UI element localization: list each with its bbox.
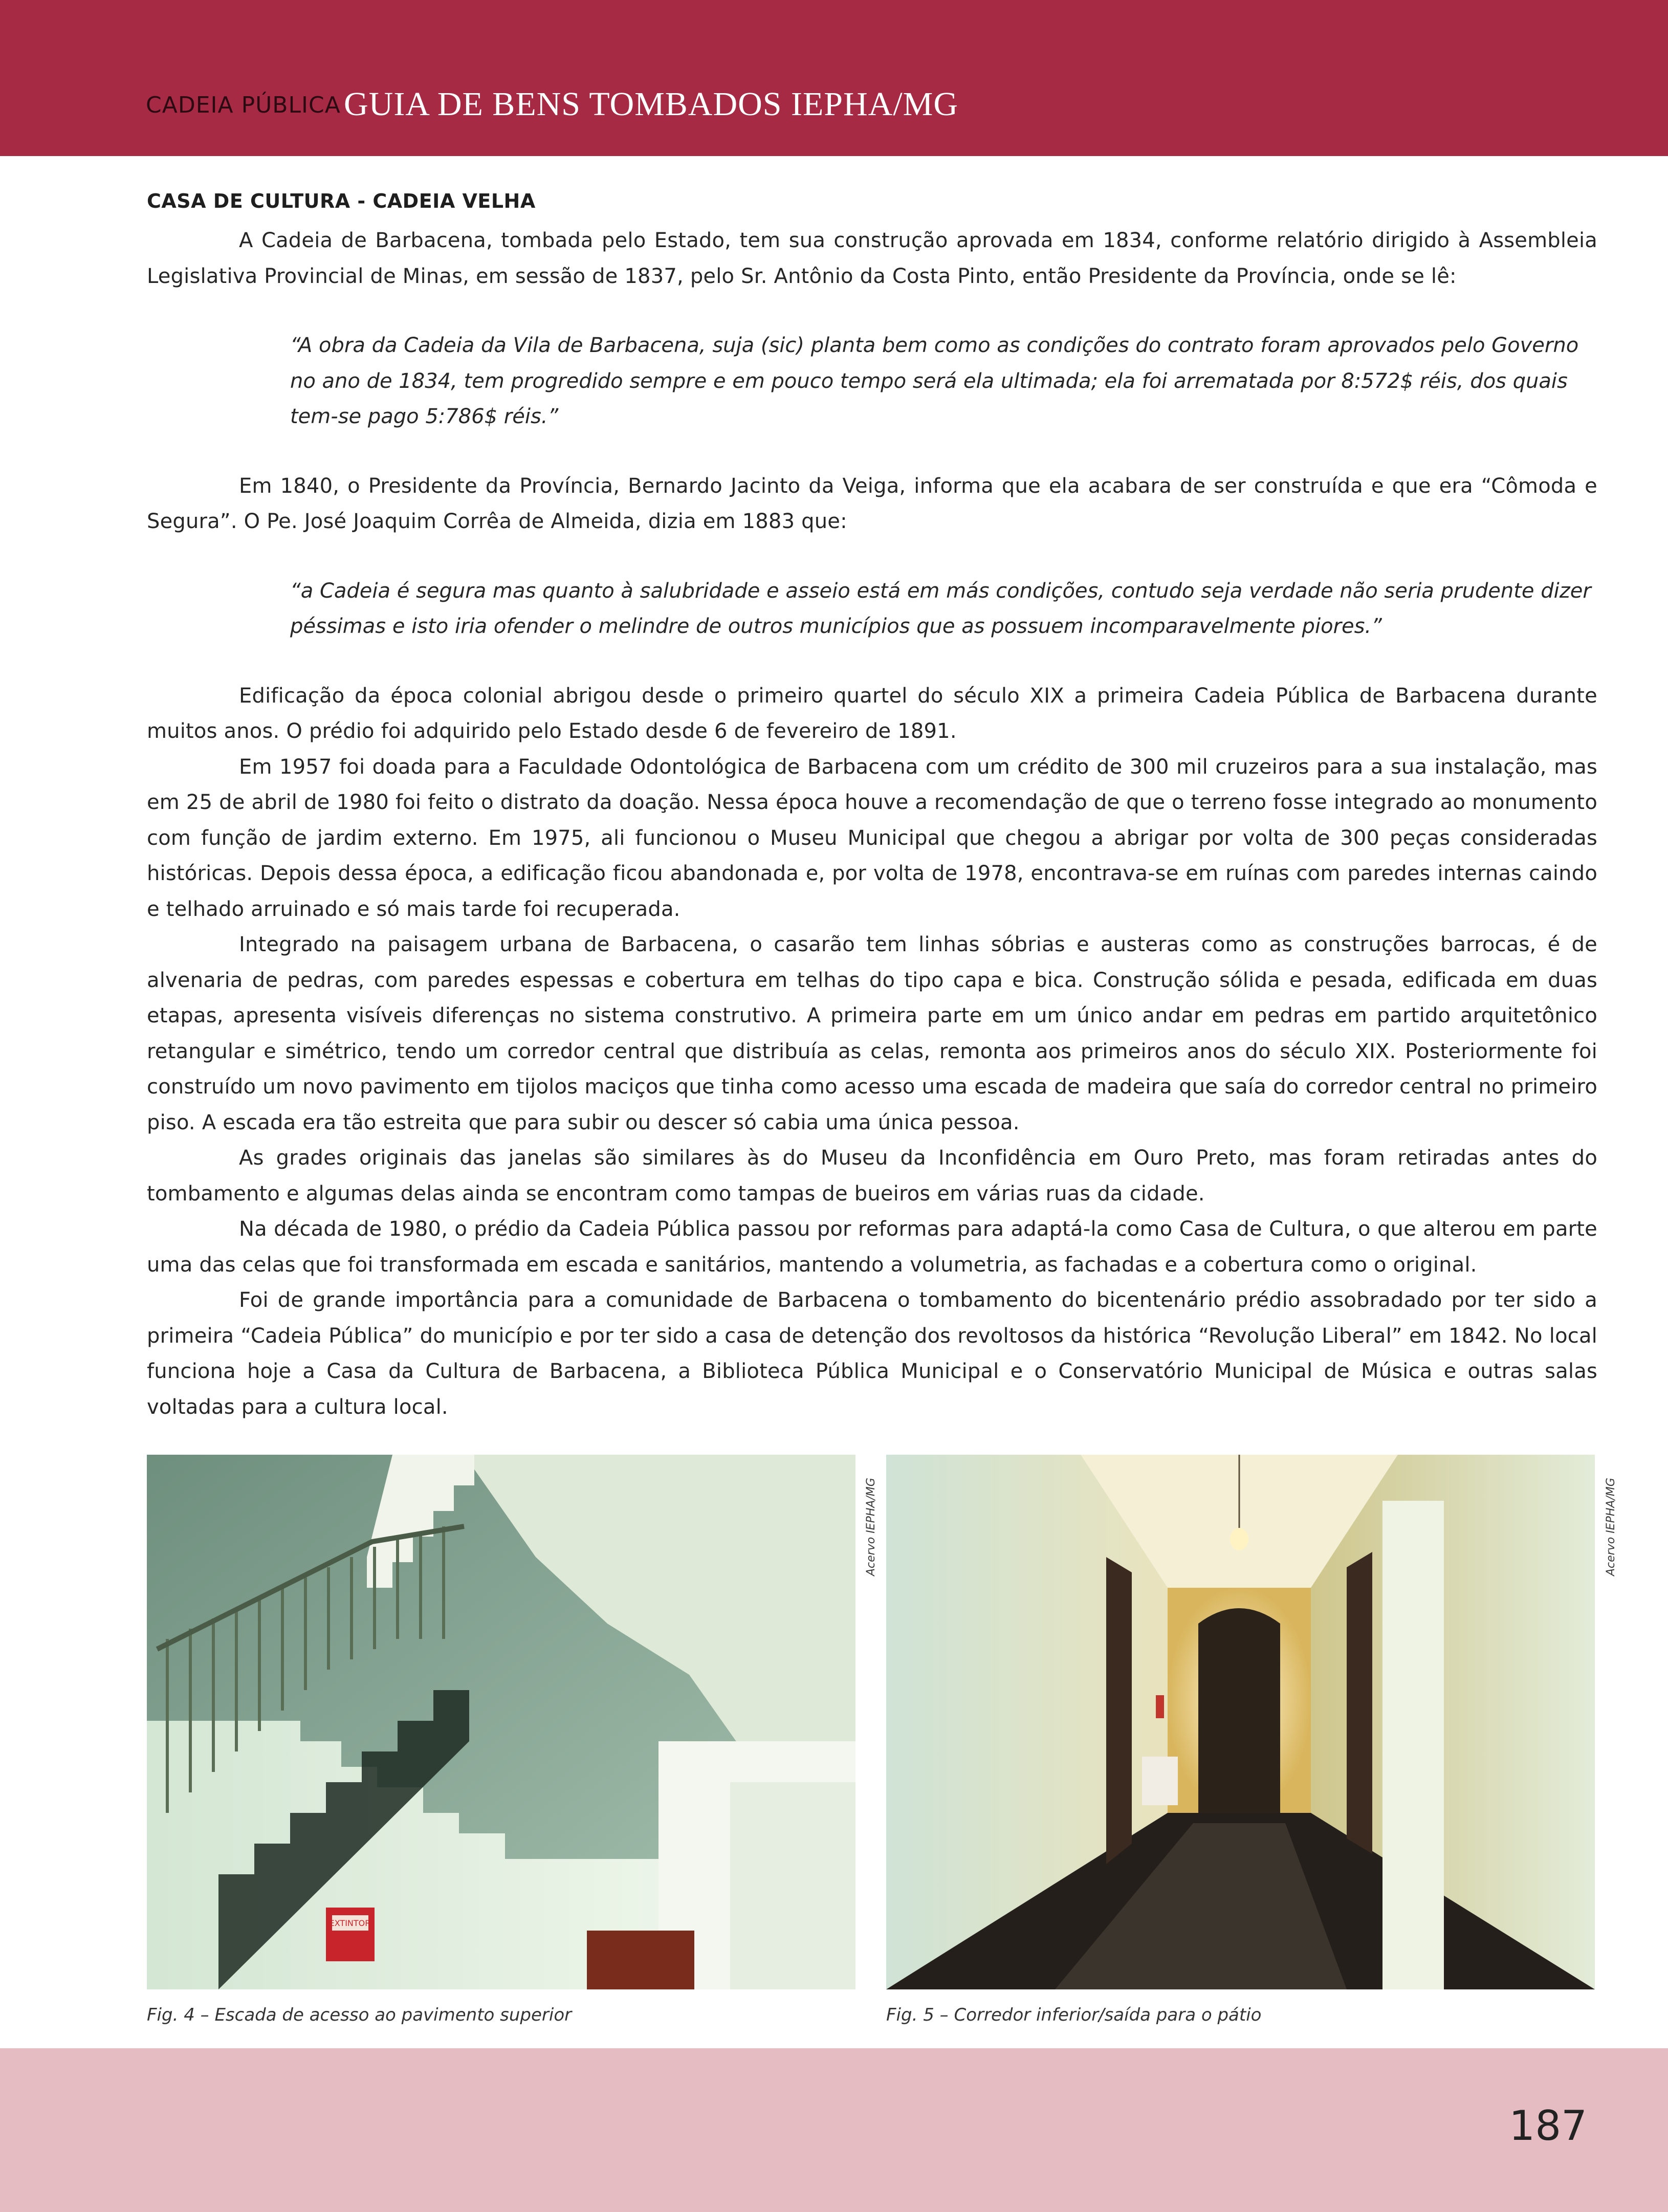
figure-4-caption: Fig. 4 – Escada de acesso ao pavimento superior — [147, 2005, 572, 2025]
section-label: CADEIA PÚBLICA — [146, 92, 341, 118]
photo-credit-1 — [862, 1458, 887, 1612]
paragraph-3: Edificação da época colonial abrigou desde o primeiro quartel do século XIX a primeira Cadeia Pública de Barbacena durante muitos anos. O prédio foi adquirido pelo Estado desde 6 de fevereiro de 1891. — [147, 684, 1597, 743]
article-title: CASA DE CULTURA - CADEIA VELHA — [147, 190, 536, 212]
quote-2: “a Cadeia é segura mas quanto à salubridade e asseio está em más condições, contudo seja verdade não seria prudente dizer péssimas e isto iria ofender o melindre de outros municípios que as possuem incomparavelmente piores.” — [290, 579, 1591, 638]
paragraph-8: Foi de grande importância para a comunidade de Barbacena o tombamento do bicentenário prédio assobradado por ter sido a primeira “Cadeia Pública” do município e por ter sido a casa de detenção dos revoltosos da histórica “Revolução Liberal” em 1842. No local funciona hoje a Casa da Cultura de Barbacena, a Biblioteca Pública Municipal e o Conservatório Municipal de Música e outras salas voltadas para a cultura local. — [147, 1288, 1597, 1419]
paragraph-7: Na década de 1980, o prédio da Cadeia Pública passou por reformas para adaptá-la como Casa de Cultura, o que alterou em parte uma das celas que foi transformada em escada e sanitários, mantendo a volumetria, as fachadas e a cobertura como o original. — [147, 1217, 1597, 1277]
paragraph-4: Em 1957 foi doada para a Faculdade Odontológica de Barbacena com um crédito de 300 mil cruzeiros para a sua instalação, mas em 25 de abril de 1980 foi feito o distrato da doação. Nessa época houve a recomendação de que o terreno fosse integrado ao monumento com função de jardim externo. Em 1975, ali funcionou o Museu Municipal que chegou a abrigar por volta de 300 peças consideradas históricas. Depois dessa época, a edificação ficou abandonada e, por volta de 1978, encontrava-se em ruínas com paredes internas caindo e telhado arruinado e só mais tarde foi recuperada. — [147, 755, 1597, 921]
paragraph-2: Em 1840, o Presidente da Província, Bernardo Jacinto da Veiga, informa que ela acabara de ser construída e que era “Cômoda e Segura”. O Pe. José Joaquim Corrêa de Almeida, dizia em 1883 que: — [147, 474, 1597, 533]
paragraph-1: A Cadeia de Barbacena, tombada pelo Estado, tem sua construção aprovada em 1834, conforme relatório dirigido à Assembleia Legislativa Provincial de Minas, em sessão de 1837, pelo Sr. Antônio da Costa Pinto, então Presidente da Província, onde se lê: — [147, 229, 1597, 288]
article — [147, 184, 1597, 1425]
extintor-sign-text: EXTINTOR — [329, 1918, 371, 1928]
photo-credit-1-text: Acervo IEPHA/MG — [865, 1478, 877, 1576]
figure-5-caption: Fig. 5 – Corredor inferior/saída para o pátio — [886, 2005, 1262, 2025]
paragraph-5: Integrado na paisagem urbana de Barbacena, o casarão tem linhas sóbrias e austeras como as construções barrocas, é de alvenaria de pedras, com paredes espessas e cobertura em telhas do tipo capa e bica. Construção sólida e pesada, edificada em duas etapas, apresenta visíveis diferenças no sistema construtivo. A primeira parte em um único andar em pedras em partido arquitetônico retangular e simétrico, tendo um corredor central que distribuía as celas, remonta aos primeiros anos do século XIX. Posteriormente foi construído um novo pavimento em tijolos maciços que tinha como acesso uma escada de madeira que saía do corredor central no primeiro piso. A escada era tão estreita que para subir ou descer só cabia uma única pessoa. — [147, 933, 1597, 1134]
guide-title: GUIA DE BENS TOMBADOS IEPHA/MG — [344, 85, 959, 123]
photo-credit-2 — [1601, 1458, 1627, 1612]
photo-credit-2-text: Acervo IEPHA/MG — [1605, 1478, 1617, 1576]
quote-1: “A obra da Cadeia da Vila de Barbacena, suja (sic) planta bem como as condições do contrato foram aprovados pelo Governo no ano de 1834, tem progredido sempre e em pouco tempo será ela ultimada; ela foi arrematada por 8:572$ réis, dos quais tem-se pago 5:786$ réis.” — [290, 334, 1579, 428]
page-footer — [0, 2048, 1668, 2212]
staircase-photo — [147, 1455, 855, 1989]
page-header — [0, 0, 1668, 156]
page-number: 187 — [1509, 2102, 1587, 2150]
paragraph-6: As grades originais das janelas são similares às do Museu da Inconfidência em Ouro Preto, mas foram retiradas antes do tombamento e algumas delas ainda se encontram como tampas de bueiros em várias ruas da cidade. — [147, 1146, 1597, 1206]
corridor-photo — [886, 1455, 1595, 1989]
